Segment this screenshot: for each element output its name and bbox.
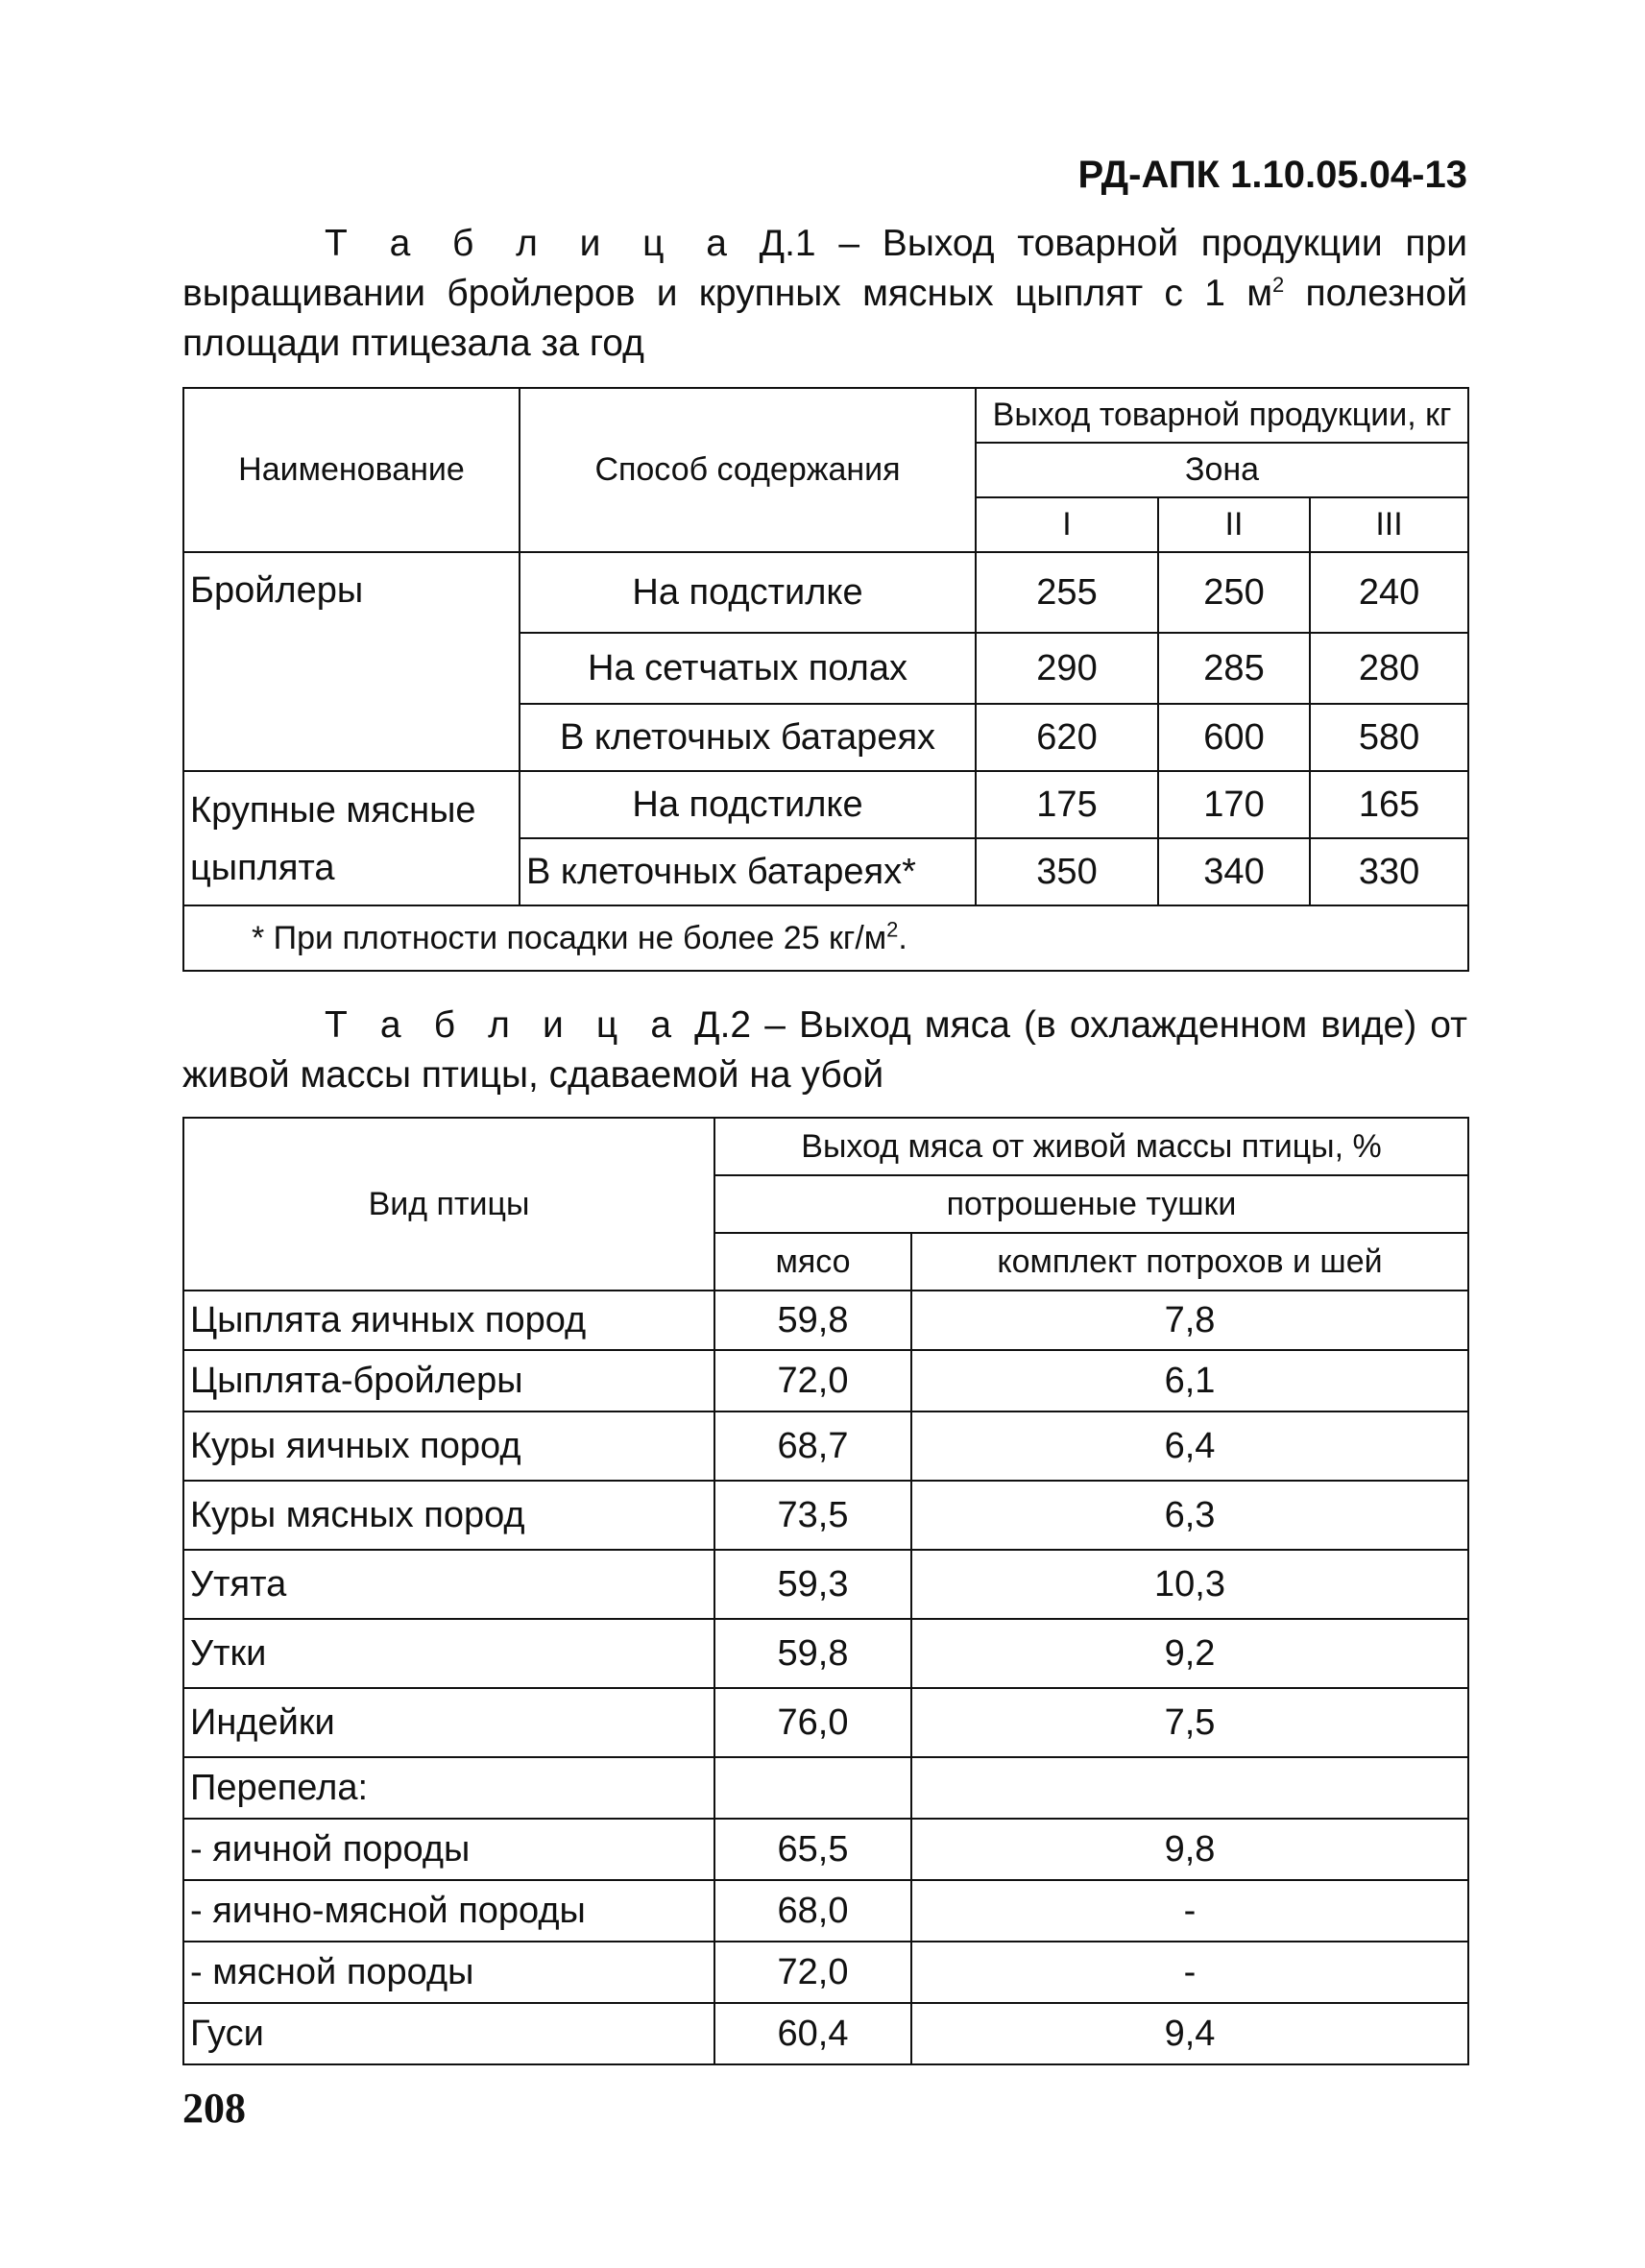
table2-header-gutted: потрошеные тушки — [714, 1175, 1468, 1233]
table2-bird: Гуси — [183, 2003, 714, 2064]
table1-value: 280 — [1310, 633, 1468, 704]
table-row — [183, 1688, 1468, 1757]
table1-value: 350 — [976, 838, 1158, 905]
table1-footnote-end: . — [898, 919, 907, 956]
table2-giblets: 6,1 — [911, 1350, 1468, 1411]
table1-value: 240 — [1310, 552, 1468, 633]
table1-method: В клеточных батареях — [520, 704, 976, 771]
table2-meat: 76,0 — [714, 1688, 911, 1757]
table2-meat: 68,0 — [714, 1880, 911, 1942]
table2-bird: Перепела: — [183, 1757, 714, 1819]
table2-meat: 59,8 — [714, 1291, 911, 1350]
table2-bird: - яично-мясной породы — [183, 1880, 714, 1942]
table1-method: На сетчатых полах — [520, 633, 976, 704]
table2-caption-number: Д.2 — [694, 1004, 752, 1046]
table-row — [183, 1942, 1468, 2003]
table1-value: 330 — [1310, 838, 1468, 905]
table2-bird: Куры яичных пород — [183, 1411, 714, 1481]
table1 — [182, 387, 1469, 972]
table1-method: В клеточных батареях* — [520, 838, 976, 905]
table1-header-zone-1: I — [976, 497, 1158, 552]
table-row — [183, 1757, 1468, 1819]
table-row — [183, 552, 1468, 633]
table2-giblets: 9,4 — [911, 2003, 1468, 2064]
table-row — [183, 1880, 1468, 1942]
table2-bird: Утки — [183, 1619, 714, 1688]
table1-footnote-superscript: 2 — [886, 917, 899, 942]
table1-method: На подстилке — [520, 552, 976, 633]
table1-value: 580 — [1310, 704, 1468, 771]
table2-bird: - яичной породы — [183, 1819, 714, 1880]
table2-giblets: 6,3 — [911, 1481, 1468, 1550]
table1-value: 255 — [976, 552, 1158, 633]
table2-bird: Индейки — [183, 1688, 714, 1757]
table2-giblets: 7,5 — [911, 1688, 1468, 1757]
table2-header-bird: Вид птицы — [183, 1118, 714, 1291]
table2-meat: 68,7 — [714, 1411, 911, 1481]
table2-giblets: 9,8 — [911, 1819, 1468, 1880]
table1-caption-number: Д.1 — [759, 223, 816, 264]
table1-value: 620 — [976, 704, 1158, 771]
table2-bird: - мясной породы — [183, 1942, 714, 2003]
table1-header-name: Наименование — [183, 388, 520, 552]
table2-caption-label: Т а б л и ц а — [325, 1004, 682, 1046]
table1-value: 165 — [1310, 771, 1468, 838]
table2-giblets: 6,4 — [911, 1411, 1468, 1481]
table2-bird: Цыплята яичных пород — [183, 1291, 714, 1350]
table1-footnote — [183, 905, 1468, 971]
table2-giblets: 10,3 — [911, 1550, 1468, 1619]
table1-header-output: Выход товарной продукции, кг — [976, 388, 1468, 443]
table2-giblets: - — [911, 1942, 1468, 2003]
document-code: РД-АПК 1.10.05.04-13 — [1077, 154, 1467, 196]
table2-meat: 59,8 — [714, 1619, 911, 1688]
table1-value: 290 — [976, 633, 1158, 704]
table1-value: 250 — [1158, 552, 1310, 633]
table1-caption — [182, 219, 1467, 369]
table-row — [183, 1619, 1468, 1688]
table1-group-broilers: Бройлеры — [183, 552, 520, 771]
table-row — [183, 1819, 1468, 1880]
table-row — [183, 1481, 1468, 1550]
table2-meat: 60,4 — [714, 2003, 911, 2064]
table1-caption-text: – Выход товарной продукции при выращивании бройлеров и крупных мясных цыплят с 1 м — [182, 223, 1468, 314]
table2-header-output: Выход мяса от живой массы птицы, % — [714, 1118, 1468, 1175]
table2-meat: 72,0 — [714, 1350, 911, 1411]
table1-header-method: Способ содержания — [520, 388, 976, 552]
table1-method: На подстилке — [520, 771, 976, 838]
table-row — [183, 1291, 1468, 1350]
table2-giblets — [911, 1757, 1468, 1819]
table2-bird: Цыплята-бройлеры — [183, 1350, 714, 1411]
table2-header-giblets: комплект потрохов и шей — [911, 1233, 1468, 1291]
table2-giblets: - — [911, 1880, 1468, 1942]
table2-giblets: 7,8 — [911, 1291, 1468, 1350]
table1-footnote-text: * При плотности посадки не более 25 кг/м — [252, 919, 887, 956]
table1-caption-superscript: 2 — [1272, 273, 1285, 297]
table2-caption-text: – Выход мяса (в охлажденном виде) от живой массы птицы, сдаваемой на убой — [182, 1004, 1467, 1096]
table-row — [183, 771, 1468, 838]
table-row — [183, 1350, 1468, 1411]
table2-meat — [714, 1757, 911, 1819]
table2-meat: 73,5 — [714, 1481, 911, 1550]
table2-giblets: 9,2 — [911, 1619, 1468, 1688]
table2-meat: 65,5 — [714, 1819, 911, 1880]
table2-meat: 59,3 — [714, 1550, 911, 1619]
table2-bird: Утята — [183, 1550, 714, 1619]
table1-header-zone: Зона — [976, 443, 1468, 497]
table1-value: 170 — [1158, 771, 1310, 838]
table1-header-zone-2: II — [1158, 497, 1310, 552]
table2-bird: Куры мясных пород — [183, 1481, 714, 1550]
table2 — [182, 1117, 1469, 2065]
table1-value: 600 — [1158, 704, 1310, 771]
table1-value: 340 — [1158, 838, 1310, 905]
table1-group-meat-chicks: Крупные мясные цыплята — [183, 771, 520, 905]
table-row — [183, 1550, 1468, 1619]
table1-value: 285 — [1158, 633, 1310, 704]
table1-caption-text-end: полезной площади птицезала за год — [182, 273, 1467, 364]
table2-meat: 72,0 — [714, 1942, 911, 2003]
table-row — [183, 2003, 1468, 2064]
table2-header-meat: мясо — [714, 1233, 911, 1291]
table1-value: 175 — [976, 771, 1158, 838]
table-row — [183, 1411, 1468, 1481]
table1-header-zone-3: III — [1310, 497, 1468, 552]
table2-caption — [182, 1001, 1467, 1100]
page-number: 208 — [182, 2085, 246, 2132]
table1-caption-label: Т а б л и ц а — [325, 223, 737, 264]
